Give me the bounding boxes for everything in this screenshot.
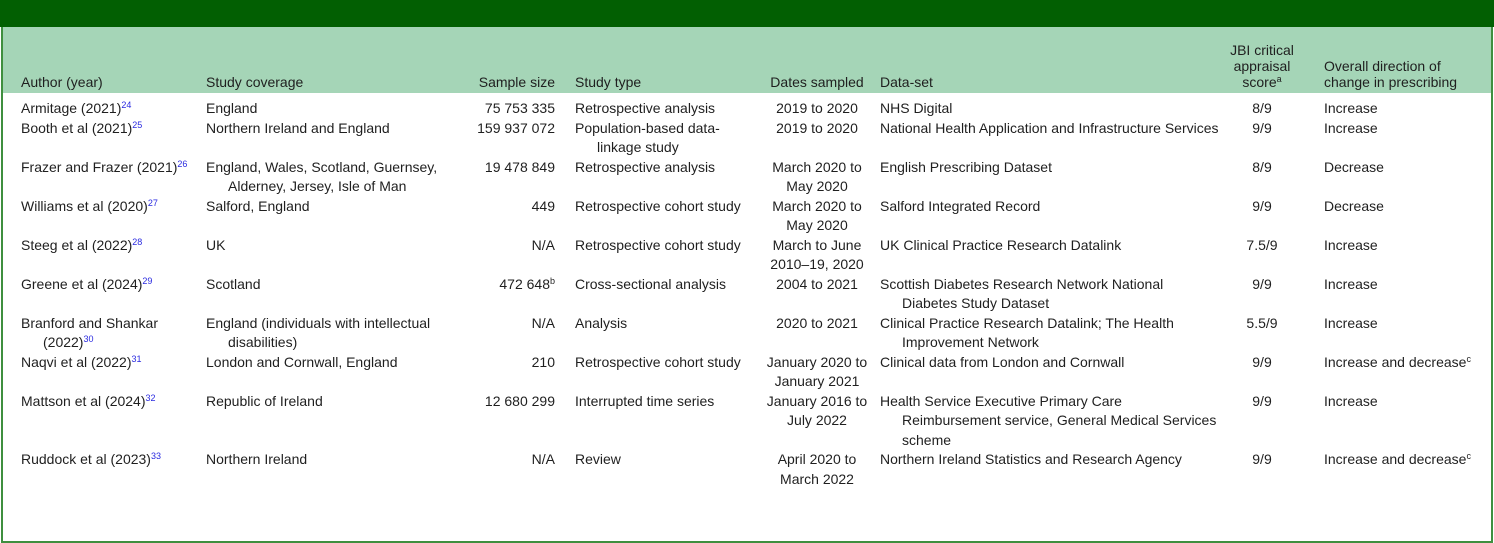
cell-coverage bbox=[206, 275, 439, 314]
cell-dataset bbox=[872, 197, 1222, 236]
cell-coverage bbox=[206, 119, 439, 158]
reference-link[interactable]: 29 bbox=[142, 275, 153, 286]
footnote-marker: b bbox=[549, 275, 555, 286]
cell-coverage bbox=[206, 450, 439, 489]
cell-coverage bbox=[206, 93, 439, 119]
dataset-text: Clinical Practice Research Datalink; The Health Improvement Network bbox=[880, 314, 1174, 350]
type-text: Retrospective analysis bbox=[575, 158, 716, 175]
cell-study-type bbox=[555, 314, 762, 353]
header-direction bbox=[1302, 27, 1491, 93]
cell-study-type bbox=[555, 236, 762, 275]
cell-dates-sampled: 2019 to 2020 bbox=[776, 100, 858, 116]
cell-sample-size bbox=[439, 353, 555, 392]
cell-coverage bbox=[206, 314, 439, 353]
cell-author bbox=[3, 93, 206, 119]
type-text: Retrospective analysis bbox=[575, 100, 716, 116]
table-row bbox=[3, 275, 1491, 314]
sample-text: 449 bbox=[531, 197, 555, 214]
cell-coverage bbox=[206, 158, 439, 197]
type-text: Retrospective cohort study bbox=[575, 353, 741, 370]
cell-direction bbox=[1302, 158, 1491, 197]
footnote-marker: c bbox=[1466, 353, 1471, 364]
reference-link[interactable]: 31 bbox=[131, 353, 142, 364]
cell-direction bbox=[1302, 119, 1491, 158]
cell-direction bbox=[1302, 236, 1491, 275]
cell-study-type bbox=[555, 197, 762, 236]
cell-dataset bbox=[872, 236, 1222, 275]
type-text: Population-based data-linkage study bbox=[575, 119, 720, 155]
table-row bbox=[3, 236, 1491, 275]
author-text: Greene et al (2024) bbox=[21, 275, 143, 292]
type-text: Analysis bbox=[575, 314, 628, 331]
cell-dates-sampled: March to June 2010–19, 2020 bbox=[770, 236, 864, 272]
cell-direction bbox=[1302, 275, 1491, 314]
cell-study-type bbox=[555, 275, 762, 314]
author-text: Ruddock et al (2023) bbox=[21, 451, 151, 467]
table-row bbox=[3, 450, 1491, 489]
cell-dataset bbox=[872, 158, 1222, 197]
direction-text: Increase and decrease bbox=[1324, 353, 1467, 370]
table-row bbox=[3, 119, 1491, 158]
cell-dates-sampled: March 2020 to May 2020 bbox=[772, 158, 862, 194]
cell-dataset bbox=[872, 392, 1222, 451]
direction-text: Increase and decrease bbox=[1324, 451, 1467, 467]
author-text: Booth et al (2021) bbox=[21, 119, 133, 136]
dataset-text: Health Service Executive Primary Care Reimbursement service, General Medical Services scheme bbox=[880, 392, 1217, 448]
reference-link[interactable]: 28 bbox=[132, 236, 143, 247]
sample-text: N/A bbox=[531, 314, 555, 331]
reference-link[interactable]: 30 bbox=[83, 334, 94, 344]
header-score-line3: score bbox=[1242, 74, 1277, 90]
header-direction-line2: change in prescribing bbox=[1324, 74, 1458, 90]
cell-dates-sampled: 2019 to 2020 bbox=[776, 119, 858, 136]
coverage-text: England (individuals with intellectual disabilities) bbox=[206, 314, 431, 350]
coverage-text: London and Cornwall, England bbox=[206, 353, 398, 370]
cell-jbi-score: 8/9 bbox=[1252, 100, 1272, 116]
type-text: Retrospective cohort study bbox=[575, 236, 741, 253]
header-sample-size: Sample size bbox=[478, 74, 555, 90]
direction-text: Increase bbox=[1324, 392, 1378, 409]
author-text: Branford and Shankar (2022) bbox=[21, 314, 158, 350]
cell-dates-sampled: 2004 to 2021 bbox=[776, 275, 858, 292]
coverage-text: England bbox=[206, 100, 258, 116]
direction-text: Increase bbox=[1324, 314, 1378, 331]
cell-sample-size bbox=[439, 158, 555, 197]
reference-link[interactable]: 25 bbox=[132, 119, 143, 130]
cell-dataset bbox=[872, 314, 1222, 353]
cell-jbi-score: 9/9 bbox=[1252, 451, 1272, 467]
header-author: Author (year) bbox=[21, 74, 103, 90]
dataset-text: Scottish Diabetes Research Network National Diabetes Study Dataset bbox=[880, 275, 1164, 311]
author-text: Steeg et al (2022) bbox=[21, 236, 133, 253]
author-text: Naqvi et al (2022) bbox=[21, 353, 132, 370]
header-jbi-score bbox=[1222, 27, 1302, 93]
footnote-marker: a bbox=[1276, 74, 1282, 84]
cell-coverage bbox=[206, 236, 439, 275]
type-text: Cross-sectional analysis bbox=[575, 275, 726, 292]
cell-dates-sampled: 2020 to 2021 bbox=[776, 314, 858, 331]
cell-sample-size bbox=[439, 197, 555, 236]
header-direction-line1: Overall direction of bbox=[1324, 58, 1441, 74]
cell-dates-sampled: March 2020 to May 2020 bbox=[772, 197, 862, 233]
cell-sample-size bbox=[439, 275, 555, 314]
coverage-text: Northern Ireland and England bbox=[206, 119, 390, 136]
sample-text: 12 680 299 bbox=[484, 392, 555, 409]
table-row bbox=[3, 93, 1491, 119]
cell-study-type bbox=[555, 353, 762, 392]
author-text: Mattson et al (2024) bbox=[21, 392, 146, 409]
direction-text: Decrease bbox=[1324, 158, 1384, 175]
cell-direction bbox=[1302, 392, 1491, 451]
sample-text: 210 bbox=[531, 353, 555, 370]
dataset-text: English Prescribing Dataset bbox=[880, 158, 1052, 175]
cell-jbi-score: 9/9 bbox=[1252, 392, 1272, 409]
cell-author bbox=[3, 236, 206, 275]
cell-author bbox=[3, 275, 206, 314]
reference-link[interactable]: 27 bbox=[147, 197, 158, 208]
cell-author bbox=[3, 119, 206, 158]
type-text: Interrupted time series bbox=[575, 392, 715, 409]
cell-sample-size bbox=[439, 450, 555, 489]
coverage-text: Salford, England bbox=[206, 197, 310, 214]
studies-table bbox=[3, 27, 1491, 489]
cell-direction bbox=[1302, 353, 1491, 392]
direction-text: Increase bbox=[1324, 100, 1378, 116]
cell-jbi-score: 9/9 bbox=[1252, 275, 1272, 292]
cell-coverage bbox=[206, 392, 439, 451]
sample-text: 472 648 bbox=[499, 275, 550, 292]
type-text: Retrospective cohort study bbox=[575, 197, 741, 214]
coverage-text: Scotland bbox=[206, 275, 261, 292]
table-row bbox=[3, 392, 1491, 451]
reference-link[interactable]: 24 bbox=[121, 100, 132, 110]
header-study-type: Study type bbox=[575, 74, 642, 90]
author-text: Williams et al (2020) bbox=[21, 197, 148, 214]
cell-sample-size bbox=[439, 119, 555, 158]
cell-jbi-score: 7.5/9 bbox=[1246, 236, 1278, 253]
reference-link[interactable]: 33 bbox=[150, 451, 161, 461]
cell-dataset bbox=[872, 119, 1222, 158]
direction-text: Increase bbox=[1324, 236, 1378, 253]
cell-direction bbox=[1302, 450, 1491, 489]
footnote-marker: c bbox=[1466, 451, 1471, 461]
cell-dataset bbox=[872, 275, 1222, 314]
cell-author bbox=[3, 450, 206, 489]
cell-coverage bbox=[206, 197, 439, 236]
dataset-text: National Health Application and Infrastructure Services bbox=[880, 119, 1219, 136]
header-dataset: Data-set bbox=[880, 74, 933, 90]
sample-text: N/A bbox=[531, 451, 555, 467]
reference-link[interactable]: 26 bbox=[177, 158, 188, 169]
cell-sample-size bbox=[439, 236, 555, 275]
cell-dates-sampled: January 2016 to July 2022 bbox=[766, 392, 868, 428]
direction-text: Decrease bbox=[1324, 197, 1384, 214]
cell-author bbox=[3, 158, 206, 197]
sample-text: N/A bbox=[531, 236, 555, 253]
cell-sample-size bbox=[439, 392, 555, 451]
cell-author bbox=[3, 197, 206, 236]
header-row bbox=[3, 27, 1491, 93]
cell-author bbox=[3, 314, 206, 353]
sample-text: 19 478 849 bbox=[484, 158, 555, 175]
cell-sample-size bbox=[439, 93, 555, 119]
cell-study-type bbox=[555, 450, 762, 489]
dataset-text: NHS Digital bbox=[880, 100, 953, 116]
cell-jbi-score: 8/9 bbox=[1252, 158, 1272, 175]
table-row bbox=[3, 314, 1491, 353]
dataset-text: Salford Integrated Record bbox=[880, 197, 1041, 214]
cell-jbi-score: 9/9 bbox=[1252, 119, 1272, 136]
cell-direction bbox=[1302, 197, 1491, 236]
reference-link[interactable]: 32 bbox=[145, 392, 156, 403]
cell-direction bbox=[1302, 93, 1491, 119]
cell-dates-sampled: January 2020 to January 2021 bbox=[766, 353, 868, 389]
coverage-text: UK bbox=[206, 236, 226, 253]
sample-text: 159 937 072 bbox=[477, 119, 555, 136]
coverage-text: Republic of Ireland bbox=[206, 392, 323, 409]
coverage-text: Northern Ireland bbox=[206, 451, 308, 467]
cell-author bbox=[3, 353, 206, 392]
direction-text: Increase bbox=[1324, 119, 1378, 136]
cell-jbi-score: 9/9 bbox=[1252, 353, 1272, 370]
table-title-bar bbox=[0, 0, 1494, 27]
table-row bbox=[3, 353, 1491, 392]
table-row bbox=[3, 197, 1491, 236]
header-score-line1: JBI critical bbox=[1230, 42, 1294, 58]
cell-dataset bbox=[872, 450, 1222, 489]
sample-text: 75 753 335 bbox=[484, 100, 555, 116]
dataset-text: UK Clinical Practice Research Datalink bbox=[880, 236, 1122, 253]
cell-study-type bbox=[555, 119, 762, 158]
author-text: Armitage (2021) bbox=[21, 100, 122, 116]
cell-study-type bbox=[555, 93, 762, 119]
cell-dataset bbox=[872, 353, 1222, 392]
cell-direction bbox=[1302, 314, 1491, 353]
type-text: Review bbox=[575, 451, 621, 467]
cell-jbi-score: 9/9 bbox=[1252, 197, 1272, 214]
cell-dataset bbox=[872, 93, 1222, 119]
header-coverage: Study coverage bbox=[206, 74, 304, 90]
cell-dates-sampled: April 2020 to March 2022 bbox=[777, 451, 857, 487]
cell-study-type bbox=[555, 392, 762, 451]
coverage-text: England, Wales, Scotland, Guernsey, Alderney, Jersey, Isle of Man bbox=[206, 158, 438, 194]
author-text: Frazer and Frazer (2021) bbox=[21, 158, 178, 175]
table-row bbox=[3, 158, 1491, 197]
header-dates-sampled: Dates sampled bbox=[770, 74, 864, 90]
cell-sample-size bbox=[439, 314, 555, 353]
dataset-text: Northern Ireland Statistics and Research Agency bbox=[880, 451, 1182, 467]
cell-jbi-score: 5.5/9 bbox=[1246, 314, 1278, 331]
header-score-line2: appraisal bbox=[1233, 58, 1291, 74]
cell-study-type bbox=[555, 158, 762, 197]
dataset-text: Clinical data from London and Cornwall bbox=[880, 353, 1125, 370]
cell-coverage bbox=[206, 353, 439, 392]
direction-text: Increase bbox=[1324, 275, 1378, 292]
table-container bbox=[1, 27, 1493, 543]
cell-author bbox=[3, 392, 206, 451]
